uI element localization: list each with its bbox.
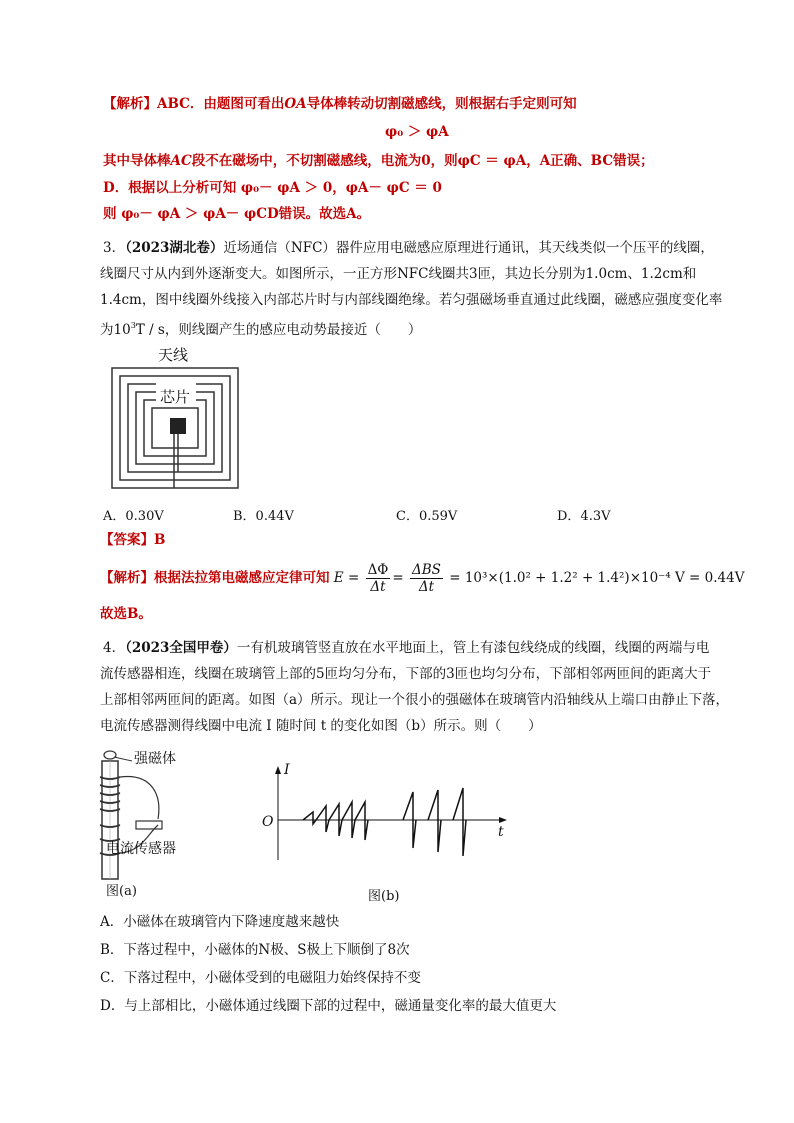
q3-frac1-num: ΔΦ — [367, 562, 389, 578]
nfc-coil-figure — [108, 342, 243, 492]
q3-frac2-den: Δt — [418, 579, 435, 595]
q2-ac: AC — [170, 153, 192, 169]
q3-option-a: A．0.30V — [103, 509, 164, 524]
fig-a-caption: 图(a) — [106, 884, 137, 899]
q3-stem-line3: 1.4cm，图中线圈外线接入内部芯片时与内部线圈绝缘。若匀强磁场垂直通过此线圈，磁感应强度变化率 — [100, 292, 723, 308]
fig-a-sensor-label: 电流传感器 — [106, 841, 176, 857]
q2-analysis-text: ABC．由题图可看出 — [157, 96, 285, 112]
q3-text4b: T / s，则线圈产生的感应电动势最接近（ ） — [135, 322, 422, 338]
fig-antenna-label: 天线 — [158, 346, 189, 364]
fig-b-yaxis-label: I — [284, 762, 290, 778]
q2-oa: OA — [284, 96, 307, 112]
q3-formula-rhs: = 10³×(1.0² + 1.2² + 1.4²)×10⁻⁴ V = 0.44V — [449, 570, 745, 586]
fig-b-caption: 图(b) — [368, 889, 400, 904]
q3-option-c: C．0.59V — [396, 509, 458, 524]
q3-stem-line4 — [100, 316, 421, 340]
q2-analysis-text-2: 导体棒转动切割磁感线，则根据右手定则可知 — [306, 96, 577, 112]
q4-option-a: A．小磁体在玻璃管内下降速度越来越快 — [100, 914, 340, 930]
fig-b-xaxis-label: t — [498, 824, 504, 840]
q3-frac1 — [366, 562, 391, 595]
fig-a-magnet-label: 强磁体 — [134, 751, 176, 767]
q2-line2-b: 段不在磁场中，不切割磁感线，电流为0，则 — [191, 153, 458, 169]
q4-text1: 一有机玻璃管竖直放在水平地面上，管上有漆包线绕成的线圈，线圈的两端与电 — [236, 640, 710, 656]
q2-line2-c: φC ＝ φA，A正确、BC错误； — [457, 153, 654, 169]
q3-frac1-den: Δt — [370, 579, 386, 595]
q3-option-b: B．0.44V — [233, 509, 294, 524]
q2-line2-a: 其中导体棒 — [103, 153, 171, 169]
q2-analysis-label: 【解析】 — [103, 96, 157, 112]
q3-analysis-label: 【解析】 — [100, 570, 154, 586]
q2-analysis-line4: 则 φ₀－ φA ＞ φA－ φCD错误。故选A。 — [103, 206, 371, 222]
q3-analysis: 【解析】根据法拉第电磁感应定律可知 E = $\frac{\Delta\Phi}{\Delta t}$ = $\frac{\text{ΔBS}}{\Delta t}$ = 10³×(1.0² + 1.2² + 1.4²)×10⁻⁴ V = 0.44V — [100, 562, 745, 595]
q4-number: 4． — [103, 640, 126, 656]
q3-option-d: D．4.3V — [557, 509, 611, 524]
q3-text4a: 为10 — [100, 322, 131, 338]
q3-answer — [100, 530, 165, 550]
q2-analysis-line1 — [103, 94, 577, 114]
q3-source: （2023湖北卷） — [125, 240, 224, 256]
q3-number: 3． — [103, 240, 126, 256]
q2-analysis-line2 — [103, 151, 654, 171]
fig-b-origin-label: O — [262, 814, 274, 830]
q3-conclusion: 故选B。 — [100, 606, 152, 622]
q3-stem-line1 — [103, 238, 714, 258]
q3-stem-line2: 线圈尺寸从内到外逐渐变大。如图所示，一正方形NFC线圈共3匝，其边长分别为1.0cm、1.2cm和 — [100, 266, 697, 282]
q3-text4sup: 3 — [130, 321, 136, 330]
q2-analysis-line3: D．根据以上分析可知 φ₀－ φA ＞ 0，φA－ φC ＝ 0 — [103, 180, 442, 196]
q3-formula-lhs: E = — [333, 570, 360, 586]
q4-stem-line2: 流传感器相连，线圈在玻璃管上部的5匝均匀分布，下部的3匝也均匀分布，下部相邻两匝间的距离大于 — [100, 666, 712, 682]
q4-option-c: C．下落过程中，小磁体受到的电磁阻力始终保持不变 — [100, 970, 421, 986]
q3-answer-label: 【答案】 — [100, 532, 154, 548]
q3-analysis-text: 根据法拉第电磁感应定律可知 — [154, 570, 330, 586]
q4-stem-line1 — [103, 638, 709, 658]
q4-stem-line4: 电流传感器测得线圈中电流 I 随时间 t 的变化如图（b）所示。则（ ） — [100, 718, 542, 734]
q4-source: （2023全国甲卷） — [125, 640, 237, 656]
figure-b-graph — [258, 760, 518, 905]
q3-frac2 — [410, 562, 443, 595]
q4-option-b: B．下落过程中，小磁体的N极、S极上下顺倒了8次 — [100, 942, 410, 958]
q2-center-equation: φ₀ ＞ φA — [385, 124, 449, 140]
q4-option-d: D．与上部相比，小磁体通过线圈下部的过程中，磁通量变化率的最大值更大 — [100, 998, 557, 1014]
q3-text1: 近场通信（NFC）器件应用电磁感应原理进行通讯，其天线类似一个压平的线圈， — [223, 240, 714, 256]
figure-a-tube — [92, 745, 232, 905]
q3-answer-value: B — [154, 532, 166, 548]
q4-stem-line3: 上部相邻两匝间的距离。如图（a）所示。现让一个很小的强磁体在玻璃管内沿轴线从上端口由静止下落， — [100, 692, 730, 708]
fig-chip-label: 芯片 — [160, 388, 191, 406]
q3-frac2-num: ΔBS — [412, 562, 441, 578]
